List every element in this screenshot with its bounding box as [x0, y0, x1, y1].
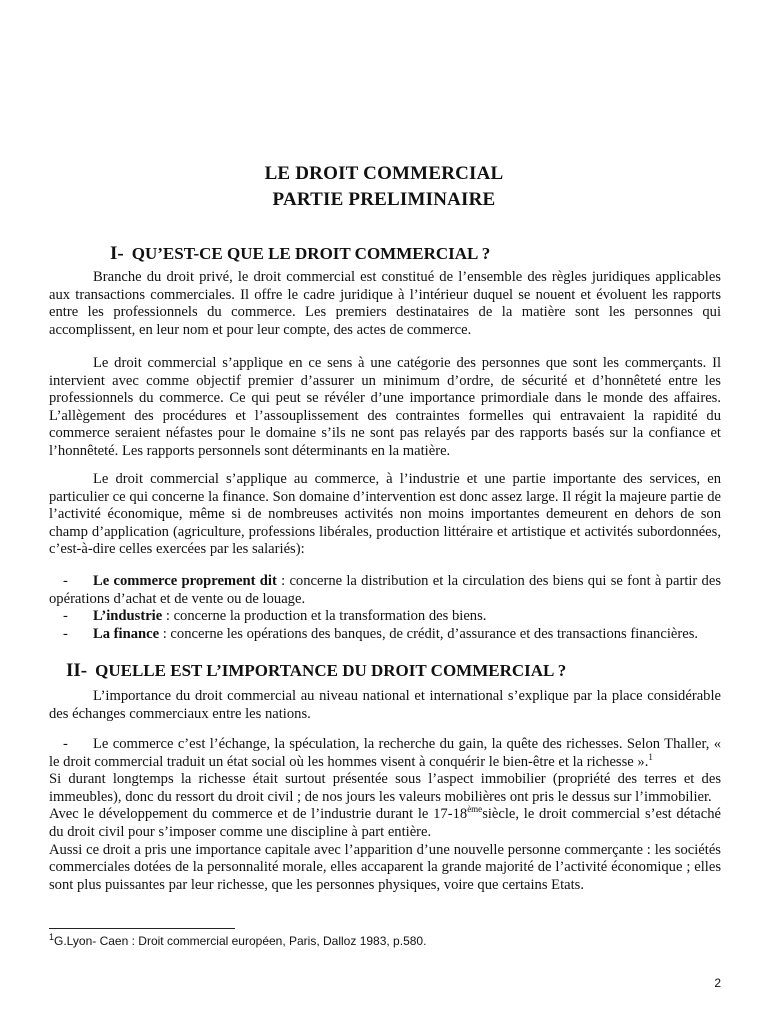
section-heading-1: [110, 243, 490, 265]
paragraph: Branche du droit privé, le droit commercial est constitué de l’ensemble des règles juridiques applicables aux transactions commerciales. Il offre le cadre juridique à l’intérieur duquel se nouent et évoluent les rapports entre les professionnels du commerce. Les premiers destinataires de la matière sont les personnes qui accomplissent, en leur nom et pour leur compte, des actes de commerce.: [49, 269, 721, 338]
section-number: I-: [110, 243, 124, 264]
bullet-dash: -: [63, 573, 68, 589]
list-term: Le commerce proprement dit: [93, 573, 277, 589]
bullet-dash: -: [63, 736, 68, 752]
paragraph: L’importance du droit commercial au niveau national et international s’explique par la place considérable des échanges commerciaux entre les nations.: [49, 688, 721, 722]
list-item: - L’industrie : concerne la production et la transformation des biens.: [63, 608, 487, 625]
section-number: II-: [66, 660, 88, 681]
section-heading-2: [66, 660, 566, 682]
paragraph-block: [49, 736, 721, 894]
paragraph-line: Avec le développement du commerce et de l’industrie durant le 17-18èmesiècle, le droit commercial s’est détaché du droit civil pour s’imposer comme une discipline à part entière.: [49, 804, 721, 840]
footnote-divider: [49, 928, 235, 929]
paragraph: Le droit commercial s’applique au commerce, à l’industrie et une partie importante des services, en particulier ce qui concerne la finance. Son domaine d’intervention est donc assez large. Il régit la majeure partie de l’activité économique, même si de nombreuses activités non moins importantes demeurent en dehors de son champ d’application (agriculture, professions libérales, production littéraire et artistique et activités subordonnées, c’est-à-dire celles exercées par les salariés):: [49, 471, 721, 558]
footnote: $^1$G.Lyon- Caen : Droit commercial européen, Paris, Dalloz 1983, p.580.: [49, 932, 427, 948]
list-term: L’industrie: [93, 608, 163, 625]
section-title: QU’EST-CE QUE LE DROIT COMMERCIAL ?: [131, 244, 491, 263]
footnote-ref[interactable]: 1: [648, 751, 653, 762]
list-item: - La finance : concerne les opérations des banques, de crédit, d’assurance et des transactions financières.: [63, 625, 699, 642]
list-item: - Le commerce proprement dit : concerne la distribution et la circulation des biens qui se font à partir des opérations d’achat et de vente ou de louage.: [49, 573, 722, 607]
list-item: - Le commerce c’est l’échange, la spéculation, la recherche du gain, la quête des richesses. Selon Thaller, « le droit commercial traduit un état social où les hommes visent à conquérir le bien-être et la richesse ».$^1$: [49, 736, 721, 770]
list-term: La finance: [93, 625, 160, 642]
bullet-dash: -: [63, 625, 68, 642]
bullet-dash: -: [63, 608, 68, 625]
footnote-marker: 1: [49, 932, 55, 942]
page-number: 2: [714, 976, 721, 990]
paragraph-line: Si durant longtemps la richesse était surtout présentée sous l’aspect immobilier (propriété des terres et des immeubles), donc du ressort du droit civil ; de nos jours les valeurs mobilières ont pris le dessus sur l’immobilier.: [49, 771, 721, 805]
section-title: QUELLE EST L’IMPORTANCE DU DROIT COMMERCIAL ?: [95, 661, 567, 680]
document-subtitle: PARTIE PRELIMINAIRE: [272, 189, 496, 210]
paragraph-line: Aussi ce droit a pris une importance capitale avec l’apparition d’une nouvelle personne commerçante : les sociétés commerciales dotées de la personnalité morale, elles accaparent la grande majorité de l’activité économique ; elles sont plus puissantes par leur richesse, que les personnes physiques, voire que certains Etats.: [49, 841, 721, 893]
bullet-list: [49, 573, 721, 643]
document-title: LE DROIT COMMERCIAL: [264, 163, 504, 184]
paragraph: Le droit commercial s’applique en ce sens à une catégorie des personnes que sont les commerçants. Il intervient avec comme objectif premier d’assurer un minimum d’ordre, de sécurité et d’honnêteté entre les professionnels du commerce. Ce qui peut se révéler d’une importance primordiale dans le monde des affaires. L’allègement des procédures et l’assouplissement des contraintes formelles qui entravaient la rapidité du commerce seraient néfastes pour le domaine s’ils ne sont pas relayés par des rapports basés sur la confiance et l’honnêteté. Les rapports personnels sont déterminants en la matière.: [49, 355, 721, 459]
